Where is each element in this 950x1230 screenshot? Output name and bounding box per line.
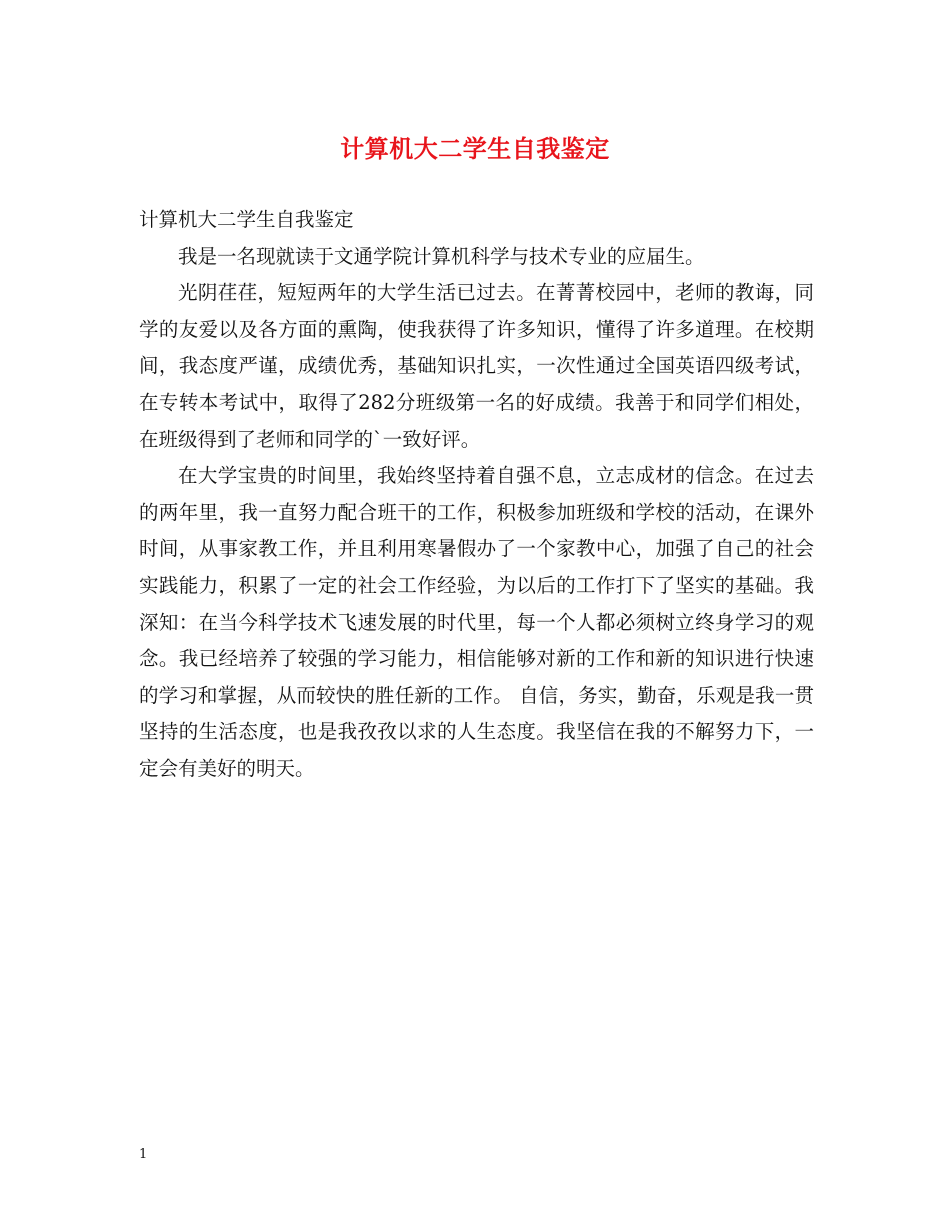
paragraph-intro: 我是一名现就读于文通学院计算机科学与技术专业的应届生。 (178, 244, 705, 268)
document-subtitle: 计算机大二学生自我鉴定 (139, 208, 354, 231)
document-title: 计算机大二学生自我鉴定 (340, 134, 610, 163)
paragraph-activities: 在大学宝贵的时间里，我始终坚持着自强不息，立志成材的信念。在过去的两年里，我一直努力配合班干的工作，积极参加班级和学校的活动，在课外时间，从事家教工作，并且利用寒暑假办了一个家教中心，加强了自己的社会实践能力，积累了一定的社会工作经验，为以后的工作打下了坚实的基础。我深知：在当今科学技术飞速发展的时代里，每一个人都必须树立终身学习的观念。我已经培养了较强的学习能力，相信能够对新的工作和新的知识进行快速的学习和掌握，从而较快的胜任新的工作。 自信，务实，勤奋，乐观是我一贯坚持的生活态度，也是我孜孜以求的人生态度。我坚信在我的不解努力下，一定会有美好的明天。 (139, 464, 814, 780)
document-body (139, 202, 814, 788)
page-number: 1 (139, 1147, 148, 1162)
paragraph-study: 光阴荏荏，短短两年的大学生活已过去。在菁菁校园中，老师的教诲，同学的友爱以及各方面的熏陶，使我获得了许多知识，懂得了许多道理。在校期间，我态度严谨，成绩优秀，基础知识扎实，一次性通过全国英语四级考试，在专转本考试中，取得了282分班级第一名的好成绩。我善于和同学们相处，在班级得到了老师和同学的`一致好评。 (139, 281, 814, 451)
